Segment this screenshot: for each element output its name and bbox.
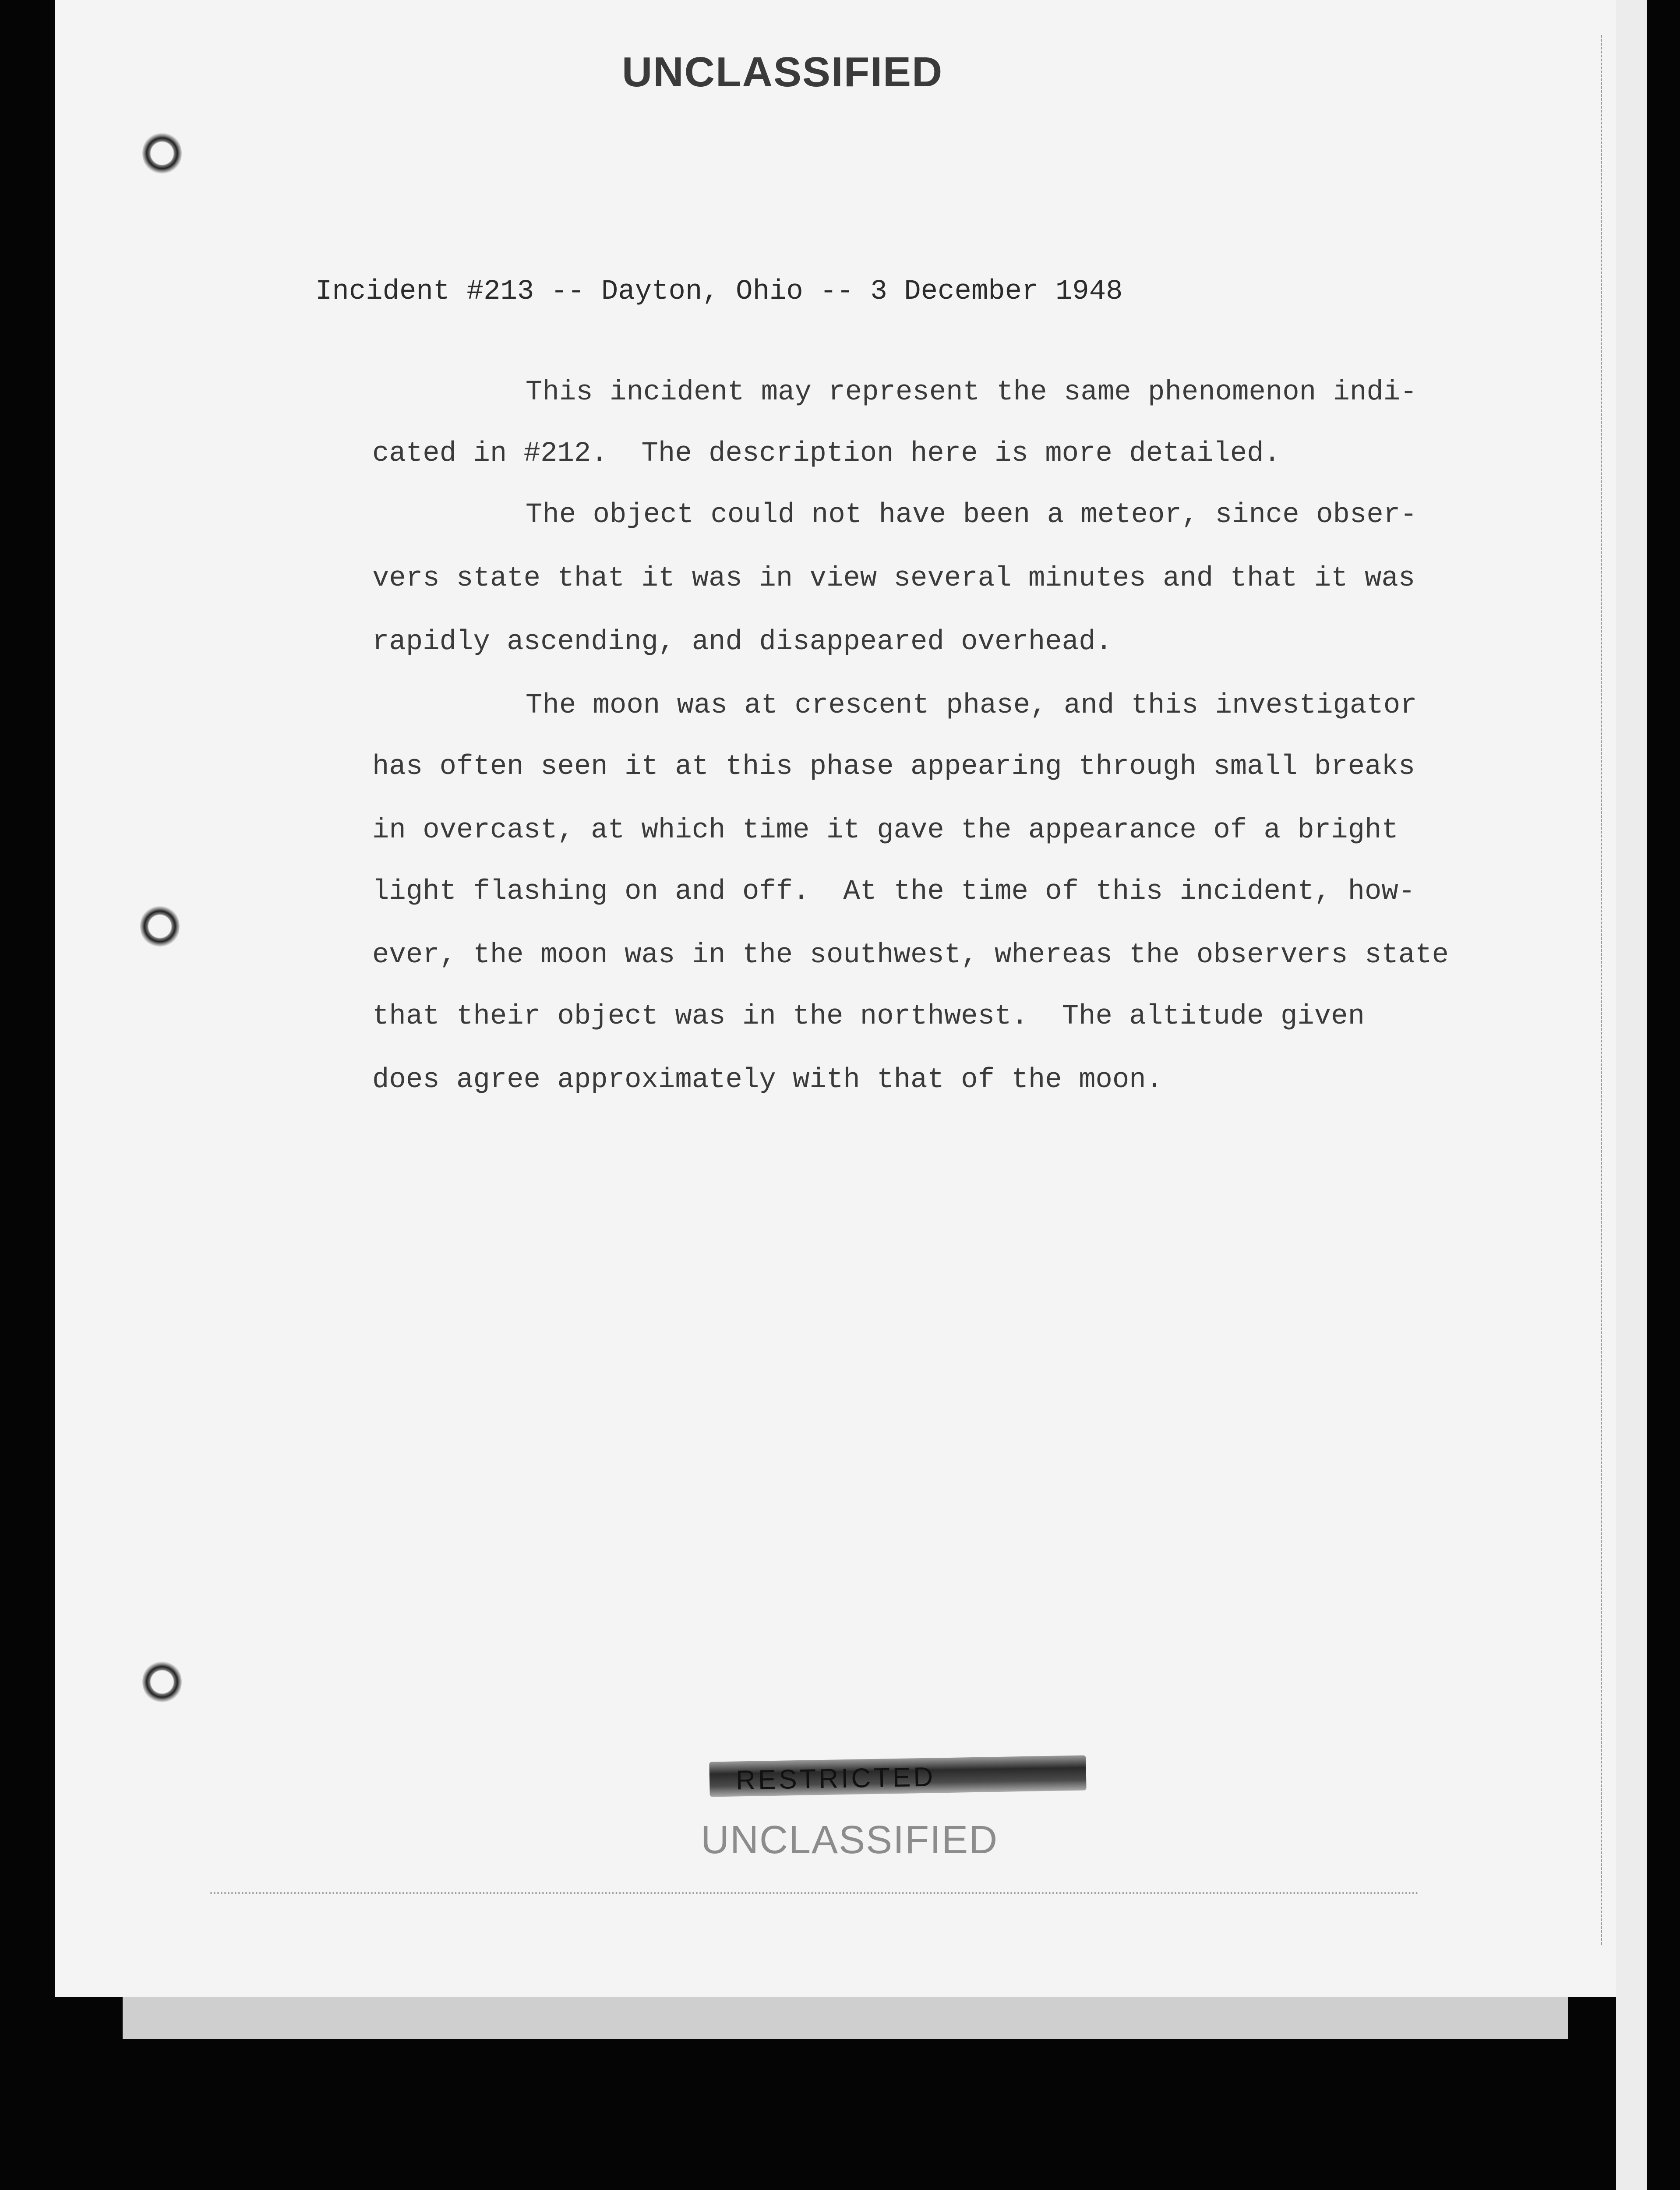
body-line: The object could not have been a meteor, since obser- bbox=[526, 499, 1417, 531]
incident-heading: Incident #213 -- Dayton, Ohio -- 3 December 1948 bbox=[315, 276, 1123, 307]
punch-hole-middle bbox=[140, 904, 180, 948]
page-bottom-shadow bbox=[123, 1997, 1568, 2039]
body-line: that their object was in the northwest. The altitude given bbox=[372, 1001, 1365, 1032]
body-line: cated in #212. The description here is more detailed. bbox=[372, 438, 1281, 470]
classification-stamp-top: UNCLASSIFIED bbox=[622, 49, 943, 95]
punch-hole-top bbox=[142, 131, 182, 175]
redacted-marking bbox=[709, 1756, 1086, 1797]
body-line: rapidly ascending, and disappeared overhead. bbox=[372, 626, 1112, 658]
classification-stamp-bottom: UNCLASSIFIED bbox=[701, 1818, 999, 1862]
punch-hole-bottom bbox=[142, 1660, 182, 1704]
body-line: does agree approximately with that of the moon. bbox=[372, 1064, 1163, 1096]
body-line: vers state that it was in view several minutes and that it was bbox=[372, 563, 1415, 594]
redacted-marking-text: RESTRICTED bbox=[735, 1762, 936, 1796]
scan-artifact bbox=[210, 1892, 1419, 1899]
body-line: in overcast, at which time it gave the appearance of a bright bbox=[372, 815, 1398, 846]
body-line: has often seen it at this phase appearing through small breaks bbox=[372, 751, 1415, 783]
body-line: The moon was at crescent phase, and this investigator bbox=[526, 690, 1417, 721]
body-line: This incident may represent the same phenomenon indi- bbox=[526, 377, 1417, 408]
page-edge bbox=[1616, 0, 1647, 2190]
body-line: light flashing on and off. At the time of this incident, how- bbox=[372, 876, 1415, 908]
page-edge-binding bbox=[1601, 35, 1606, 1945]
body-line: ever, the moon was in the southwest, whereas the observers state bbox=[372, 940, 1449, 971]
